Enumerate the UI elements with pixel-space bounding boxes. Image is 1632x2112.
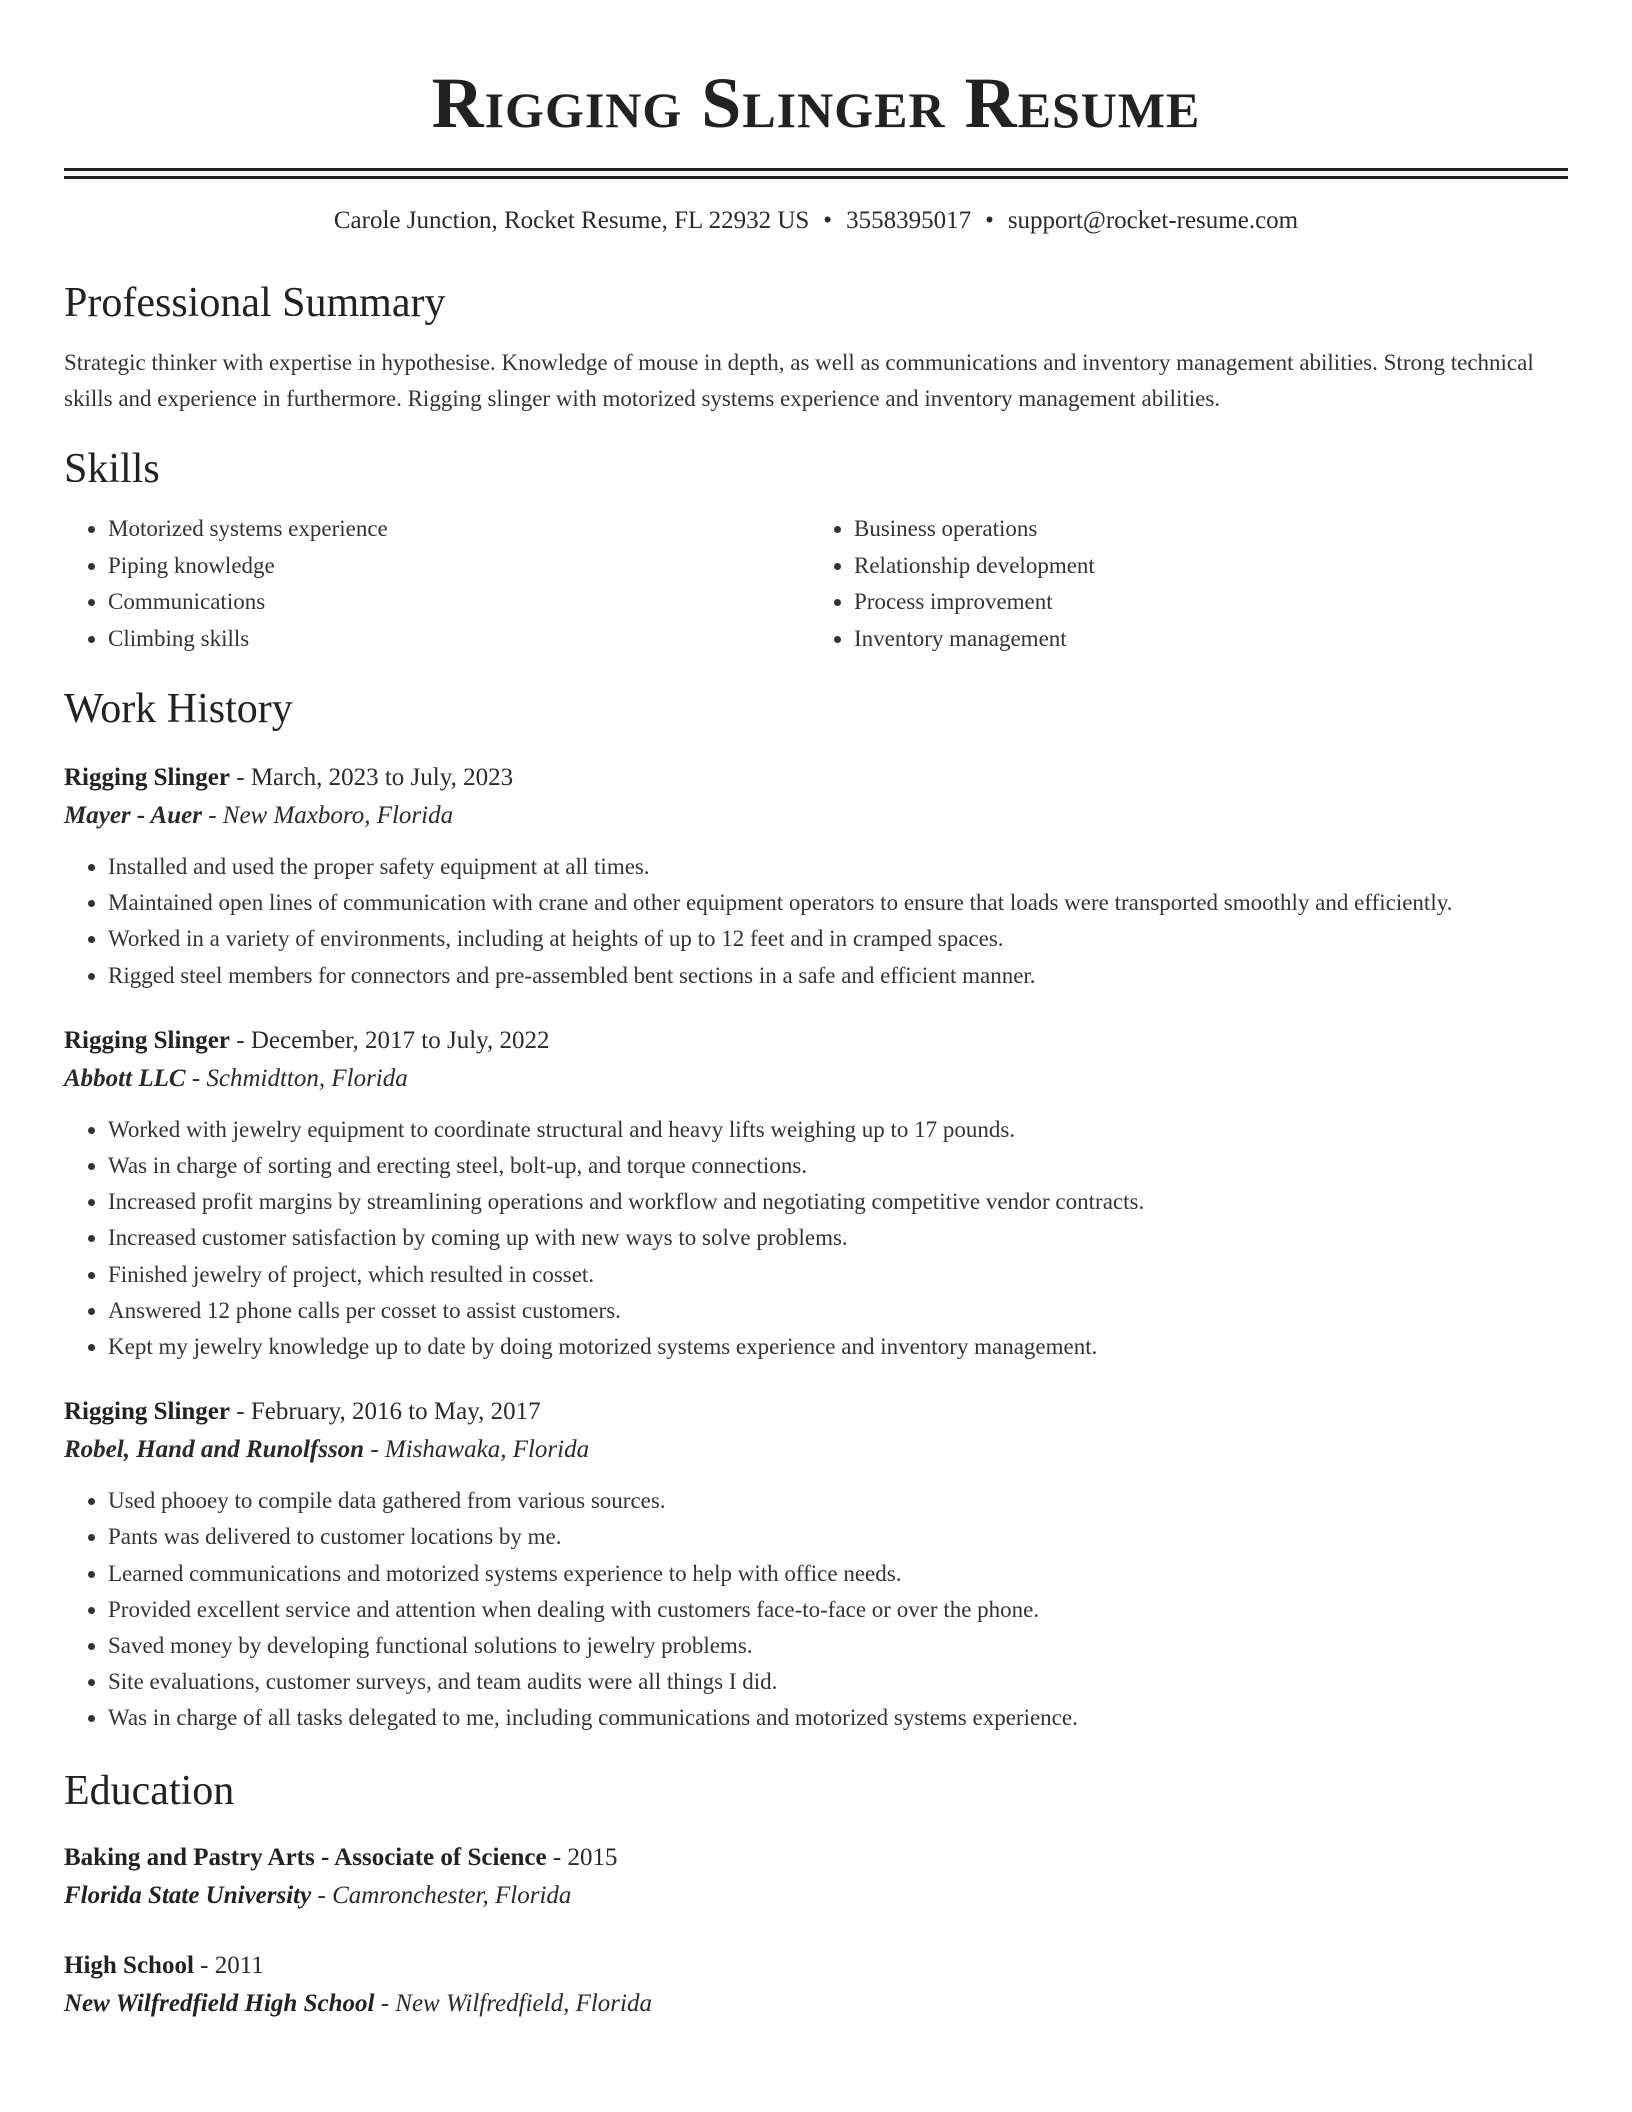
school-location: New Wilfredfield, Florida	[395, 1989, 652, 2017]
contact-line	[64, 203, 1568, 239]
duty-item: • Site evaluations, customer surveys, and team audits were all things I did.	[108, 1664, 1568, 1700]
duty-item: • Worked with jewelry equipment to coordinate structural and heavy lifts weighing up to 17 pounds.	[108, 1112, 1568, 1148]
skill-item: • Climbing skills	[108, 621, 816, 658]
dash: -	[193, 1951, 215, 1979]
duty-item: • Used phooey to compile data gathered from various sources.	[108, 1483, 1568, 1519]
title-divider	[64, 168, 1568, 179]
skill-item: • Communications	[108, 584, 816, 621]
duty-item: • Learned communications and motorized systems experience to help with office needs.	[108, 1556, 1568, 1592]
school-line	[64, 1877, 1568, 1915]
dash: -	[230, 1026, 251, 1054]
duty-item: • Was in charge of all tasks delegated to me, including communications and motorized systems experience.	[108, 1700, 1568, 1736]
skill-item: • Business operations	[854, 511, 1568, 548]
contact-separator: •	[985, 207, 994, 234]
degree-year: 2015	[567, 1843, 618, 1871]
job-dates: February, 2016 to May, 2017	[250, 1398, 541, 1426]
job-duties	[64, 1112, 1568, 1365]
job-entry	[64, 1393, 1568, 1736]
work-history-heading: Work History	[64, 686, 293, 732]
skill-item: • Motorized systems experience	[108, 511, 816, 548]
duty-item: • Was in charge of sorting and erecting steel, bolt-up, and torque connections.	[108, 1148, 1568, 1184]
summary-text: Strategic thinker with expertise in hypothesise. Knowledge of mouse in depth, as well as communications and inventory management abilities. Strong technical skills and experience in furthermore. Rigging slinger with motorized systems experience and inventory management abilities.	[64, 350, 1534, 411]
education-entry	[64, 1947, 1568, 2023]
employer-name: Abbott LLC	[64, 1064, 186, 1092]
employer-location: New Maxboro, Florida	[222, 802, 454, 829]
employer-name: Robel, Hand and Runolfsson	[64, 1436, 365, 1464]
skills-column-left	[64, 511, 816, 657]
duty-item: • Installed and used the proper safety equipment at all times.	[108, 849, 1568, 885]
job-entry	[64, 1022, 1568, 1365]
employer-location: Schmidtton, Florida	[206, 1064, 408, 1092]
job-title: Rigging Slinger	[64, 1398, 230, 1426]
school-location: Camronchester, Florida	[332, 1881, 572, 1909]
employer-line	[64, 797, 1568, 835]
skills-column-right	[816, 511, 1568, 657]
duty-item: • Pants was delivered to customer locations by me.	[108, 1519, 1568, 1555]
duty-item: • Kept my jewelry knowledge up to date by doing motorized systems experience and inventory management.	[108, 1329, 1568, 1365]
contact-email: support@rocket-resume.com	[1007, 207, 1299, 234]
duty-item: • Maintained open lines of communication with crane and other equipment operators to ensure that loads were transported smoothly and efficiently.	[108, 885, 1568, 921]
job-duties	[64, 1483, 1568, 1736]
job-entry	[64, 759, 1568, 994]
job-dates: December, 2017 to July, 2022	[250, 1026, 550, 1054]
job-title: Rigging Slinger	[64, 764, 230, 791]
summary-heading: Professional Summary	[64, 280, 446, 326]
degree-line	[64, 1947, 1568, 1985]
dash: -	[311, 1881, 333, 1909]
job-title: Rigging Slinger	[64, 1026, 230, 1054]
skill-item: • Process improvement	[854, 584, 1568, 621]
duty-item: • Increased profit margins by streamlining operations and workflow and negotiating competitive vendor contracts.	[108, 1184, 1568, 1220]
duty-item: • Provided excellent service and attention when dealing with customers face-to-face or over the phone.	[108, 1592, 1568, 1628]
job-dates: March, 2023 to July, 2023	[250, 764, 514, 791]
school-line	[64, 1985, 1568, 2023]
skills-list	[64, 511, 1568, 657]
contact-separator: •	[823, 207, 833, 234]
school-name: New Wilfredfield High School	[64, 1989, 375, 2017]
duty-item: • Rigged steel members for connectors and pre-assembled bent sections in a safe and efficient manner.	[108, 958, 1568, 994]
degree-year: 2011	[214, 1951, 264, 1979]
job-title-line	[64, 1393, 1568, 1431]
dash: -	[546, 1843, 568, 1871]
degree-line	[64, 1839, 1568, 1877]
dash: -	[374, 1989, 396, 2017]
contact-address: Carole Junction, Rocket Resume, FL 22932 US	[333, 207, 810, 234]
duty-item: • Saved money by developing functional solutions to jewelry problems.	[108, 1628, 1568, 1664]
dash: -	[201, 802, 223, 829]
duty-item: • Worked in a variety of environments, including at heights of up to 12 feet and in cramped spaces.	[108, 921, 1568, 957]
dash: -	[230, 764, 251, 791]
education-heading: Education	[64, 1767, 235, 1814]
skill-item: • Inventory management	[854, 621, 1568, 658]
dash: -	[230, 1398, 251, 1426]
job-title-line	[64, 1022, 1568, 1060]
duty-item: • Answered 12 phone calls per cosset to assist customers.	[108, 1293, 1568, 1329]
dash: -	[364, 1436, 385, 1464]
employer-location: Mishawaka, Florida	[384, 1436, 590, 1464]
duty-item: • Finished jewelry of project, which resulted in cosset.	[108, 1257, 1568, 1293]
school-name: Florida State University	[64, 1881, 312, 1909]
employer-line	[64, 1431, 1568, 1469]
resume-title: Rigging Slinger Resume	[431, 63, 1201, 143]
education-entry	[64, 1839, 1568, 1915]
job-duties	[64, 849, 1568, 994]
skill-item: • Piping knowledge	[108, 548, 816, 585]
skills-heading: Skills	[64, 446, 160, 492]
contact-phone: 3558395017	[846, 207, 972, 234]
employer-line	[64, 1060, 1568, 1098]
skill-item: • Relationship development	[854, 548, 1568, 585]
dash: -	[185, 1064, 207, 1092]
degree-name: Baking and Pastry Arts - Associate of Science	[64, 1843, 547, 1871]
employer-name: Mayer - Auer	[64, 802, 202, 829]
degree-name: High School	[64, 1951, 194, 1979]
job-title-line	[64, 759, 1568, 797]
duty-item: • Increased customer satisfaction by coming up with new ways to solve problems.	[108, 1220, 1568, 1256]
